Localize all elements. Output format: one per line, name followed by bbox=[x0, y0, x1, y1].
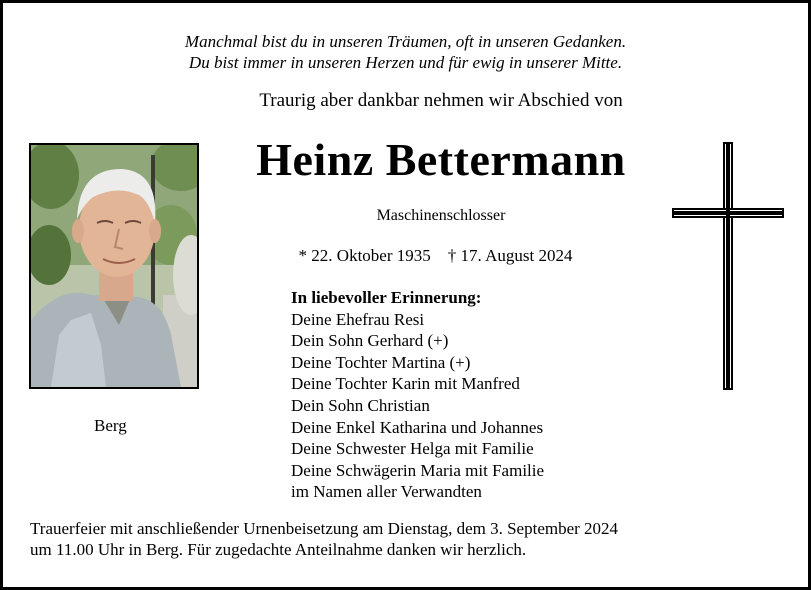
mourner-line: im Namen aller Verwandten bbox=[291, 482, 482, 502]
verse-line-1: Manchmal bist du in unseren Träumen, oft in unseren Gedanken. bbox=[184, 32, 627, 51]
mourner-line: Deine Ehefrau Resi bbox=[291, 309, 425, 329]
mourner-line: Deine Schwägerin Maria mit Familie bbox=[291, 460, 545, 480]
funeral-info-line-2: um 11.00 Uhr in Berg. Für zugedachte Anteilnahme danken wir herzlich. bbox=[30, 540, 527, 559]
birth-date: * 22. Oktober 1935 bbox=[298, 246, 431, 265]
portrait-photo bbox=[29, 143, 199, 389]
mourner-line: Dein Sohn Gerhard (+) bbox=[291, 331, 449, 351]
cross-icon bbox=[672, 142, 784, 397]
funeral-info bbox=[30, 518, 618, 560]
mourners-list bbox=[291, 287, 544, 503]
mourner-line: Deine Enkel Katharina und Johannes bbox=[291, 417, 544, 437]
occupation: Maschinenschlosser bbox=[376, 207, 506, 224]
memory-heading: In liebevoller Erinnerung: bbox=[291, 288, 482, 307]
funeral-info-line-1: Trauerfeier mit anschließender Urnenbeisetzung am Dienstag, dem 3. September 2024 bbox=[30, 519, 619, 538]
location: Berg bbox=[94, 416, 127, 435]
mourner-line: Deine Schwester Helga mit Familie bbox=[291, 439, 534, 459]
intro-text: Traurig aber dankbar nehmen wir Abschied von bbox=[259, 90, 623, 111]
deceased-name: Heinz Bettermann bbox=[256, 134, 626, 185]
mourner-line: Deine Tochter Karin mit Manfred bbox=[291, 374, 520, 394]
death-date: † 17. August 2024 bbox=[447, 246, 573, 265]
mourner-line: Dein Sohn Christian bbox=[291, 395, 430, 415]
verse-line-2: Du bist immer in unseren Herzen und für ewig in unserer Mitte. bbox=[188, 53, 623, 72]
mourner-line: Deine Tochter Martina (+) bbox=[291, 352, 471, 372]
